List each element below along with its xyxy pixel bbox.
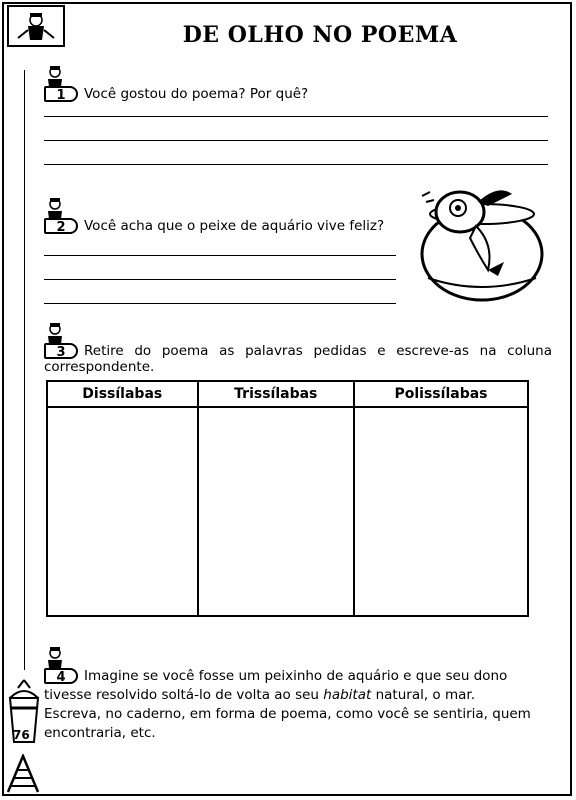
syllable-table: [46, 380, 529, 617]
answer-line[interactable]: [44, 255, 396, 256]
question-text: Você gostou do poema? Por quê?: [84, 86, 309, 102]
answer-line[interactable]: [44, 279, 396, 280]
answer-cell-polissilabas[interactable]: [354, 407, 528, 616]
worker-hanging-sign-icon: [6, 4, 68, 50]
answer-line[interactable]: [44, 303, 396, 304]
question-number-badge: 2: [44, 218, 78, 234]
answer-cell-dissilabas[interactable]: [47, 407, 198, 616]
question-number-badge: 4: [44, 668, 78, 684]
page-title: DE OLHO NO POEMA: [182, 22, 458, 48]
ladder-icon: [6, 754, 40, 794]
answer-line[interactable]: [44, 164, 548, 165]
answer-line[interactable]: [44, 116, 548, 117]
question-text-italic: habitat: [323, 687, 372, 703]
worker-icon: [44, 65, 66, 87]
question-3: [44, 343, 552, 375]
worker-icon: [44, 646, 66, 668]
fishbowl-icon: [408, 178, 556, 304]
column-header-polissilabas: Polissílabas: [354, 381, 528, 407]
question-text: Imagine se você fosse um peixinho de aquário e que seu dono tivesse resolvido soltá-lo de volta ao seu: [44, 668, 508, 703]
question-number-badge: 3: [44, 343, 78, 359]
question-text: Você acha que o peixe de aquário vive feliz?: [84, 218, 385, 234]
question-2: [44, 218, 384, 234]
worker-icon: [44, 322, 66, 344]
worker-icon: [44, 197, 66, 219]
page-number: 76: [13, 728, 30, 742]
question-text: natural, o mar.: [371, 687, 475, 703]
question-4: [44, 667, 552, 743]
answer-cell-trissilabas[interactable]: [198, 407, 354, 616]
side-rope: [24, 70, 25, 670]
question-number-badge: 1: [44, 86, 78, 102]
column-header-trissilabas: Trissílabas: [198, 381, 354, 407]
question-text: Retire do poema as palavras pedidas e escreve-as na coluna correspondente.: [44, 343, 552, 375]
column-header-dissilabas: Dissílabas: [47, 381, 198, 407]
answer-line[interactable]: [44, 140, 548, 141]
question-1: [44, 86, 308, 102]
question-text: Escreva, no caderno, em forma de poema, como você se sentiria, quem encontraria, etc.: [44, 706, 531, 741]
